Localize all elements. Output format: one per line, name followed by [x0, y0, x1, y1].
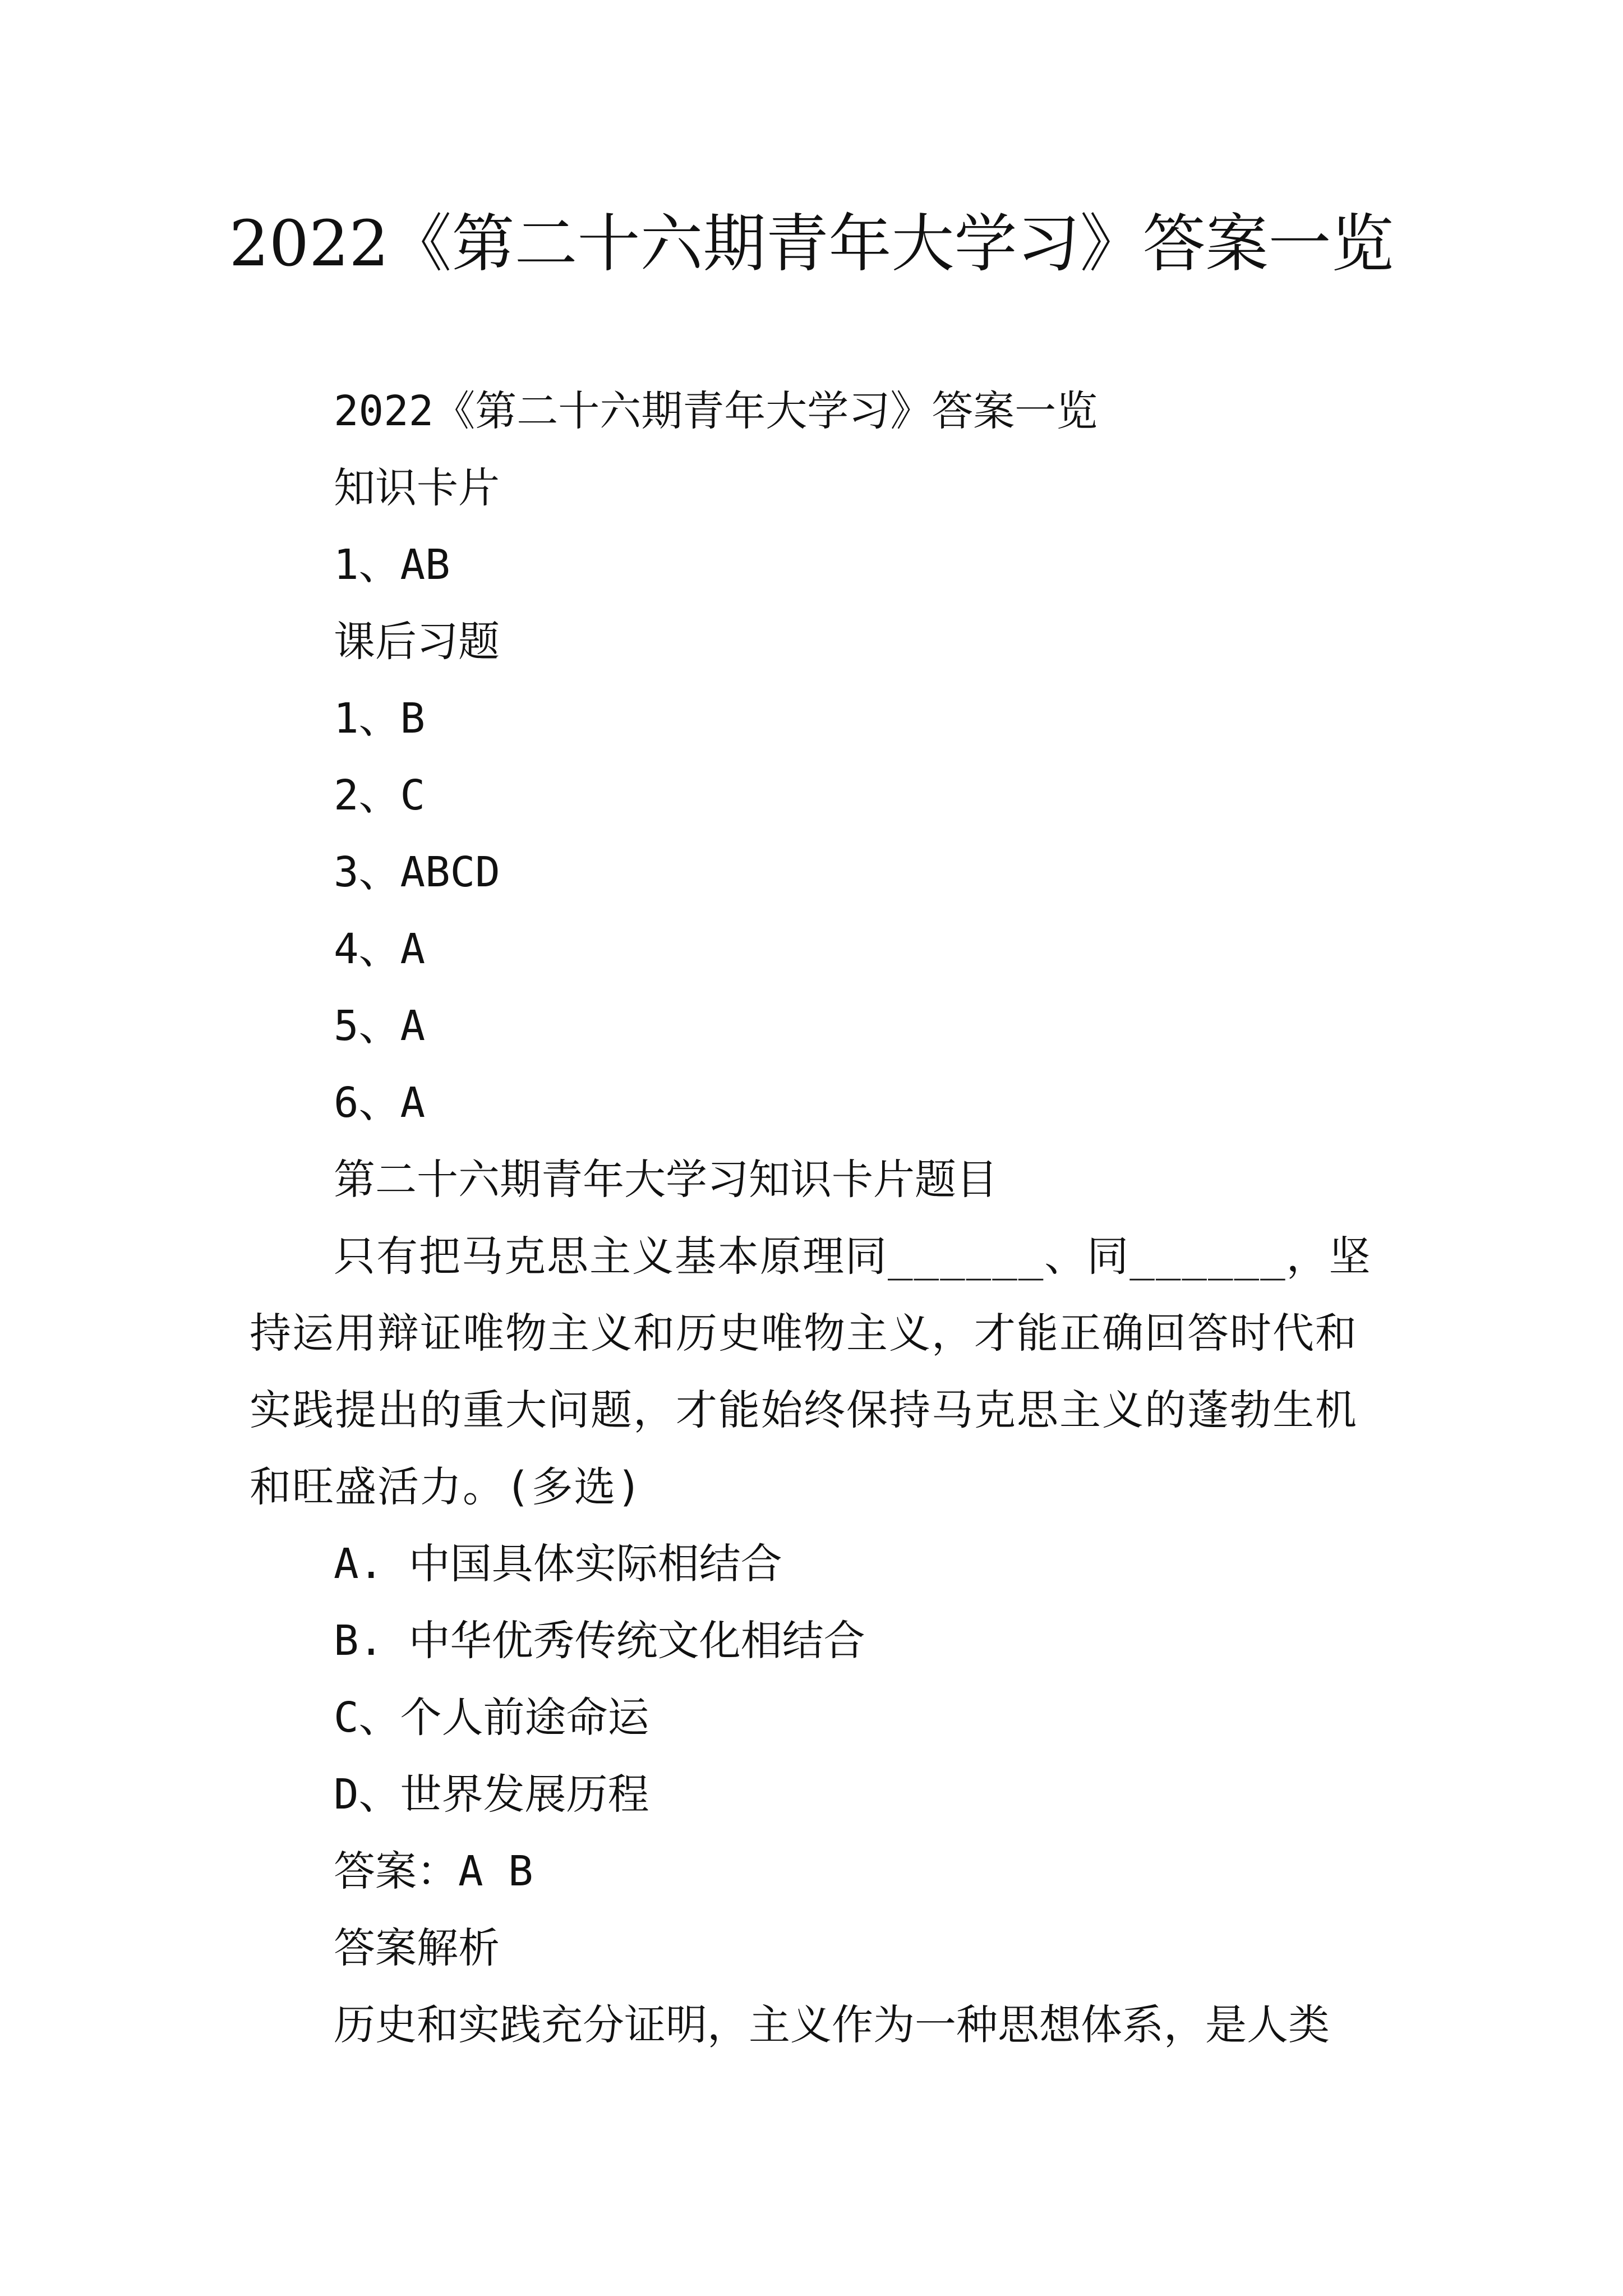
answer-line: 答案：A B	[334, 1847, 533, 1895]
exercise-answer-1: 1、B	[334, 694, 426, 743]
option-c: C、个人前途命运	[334, 1694, 649, 1742]
analysis-paragraph: 历史和实践充分证明，主义作为一种思想体系，是人类	[334, 2001, 1330, 2049]
exercise-answer-2: 2、C	[334, 771, 426, 820]
question-paragraph: 只有把马克思主义基本原理同______、同______，坚持运用辩证唯物主义和历史唯物主义，才能正确回答时代和实践提出的重大问题，才能始终保持马克思主义的蓬勃生机和旺盛活力。(多选)	[250, 1232, 1372, 1511]
answer-analysis-label: 答案解析	[334, 1924, 500, 1972]
option-a: A. 中国具体实际相结合	[334, 1540, 782, 1588]
document-body	[250, 373, 1388, 2064]
subtitle-line: 2022《第二十六期青年大学习》答案一览	[334, 387, 1098, 435]
exercise-answer-6: 6、A	[334, 1079, 426, 1127]
option-b: B. 中华优秀传统文化相结合	[334, 1617, 865, 1665]
exercise-answer-4: 4、A	[334, 925, 426, 973]
exercise-answer-5: 5、A	[334, 1002, 426, 1050]
question-section-title: 第二十六期青年大学习知识卡片题目	[334, 1156, 998, 1204]
section-heading-knowledge-card: 知识卡片	[334, 464, 500, 512]
knowledge-answer-1: 1、AB	[334, 541, 450, 589]
section-heading-exercises: 课后习题	[334, 618, 500, 666]
option-d: D、世界发展历程	[334, 1770, 649, 1819]
exercise-answer-3: 3、ABCD	[334, 848, 500, 896]
document-title: 2022《第二十六期青年大学习》答案一览	[229, 208, 1394, 280]
